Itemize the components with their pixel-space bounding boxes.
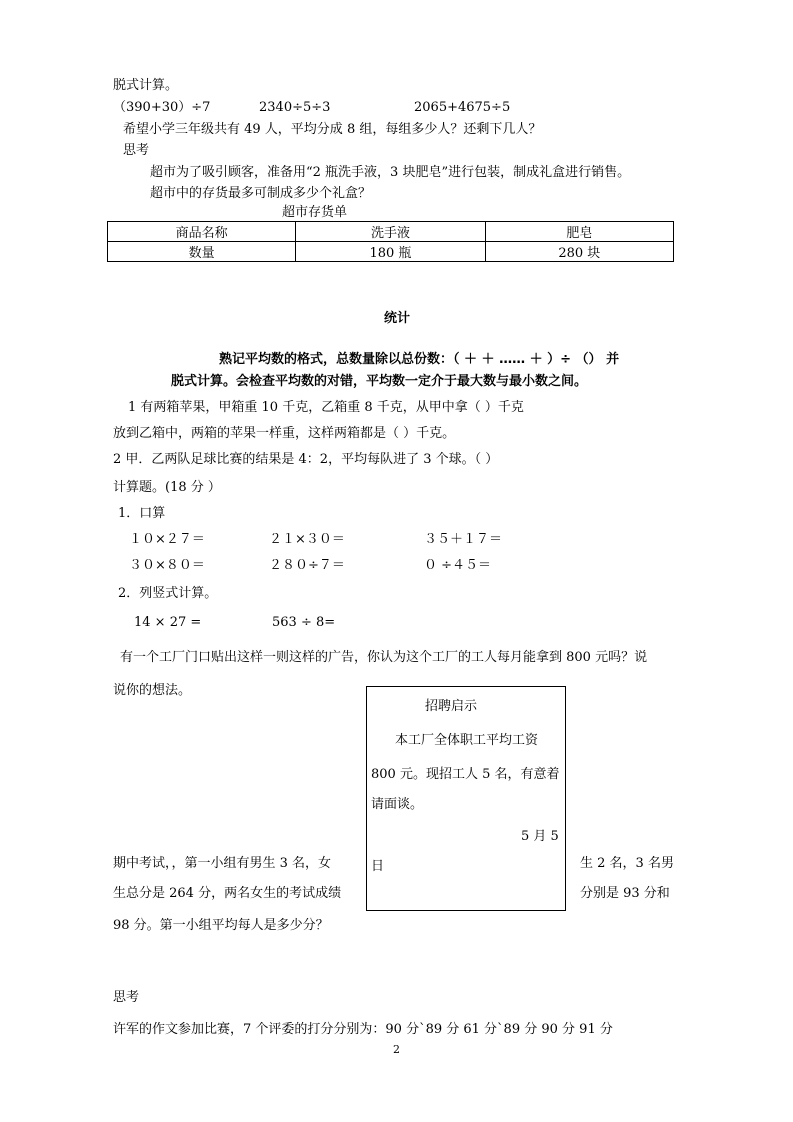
expression-3: 2065+4675÷5 bbox=[414, 100, 511, 115]
problem-1b: 放到乙箱中，两箱的苹果一样重，这样两箱都是（ ）千克。 bbox=[113, 426, 456, 441]
vertical-item: 14 × 27 = bbox=[134, 615, 202, 630]
exam-text-2a: 生总分是 264 分，两名女生的考试成绩 bbox=[113, 886, 342, 901]
vertical-heading: 2．列竖式计算。 bbox=[118, 586, 218, 601]
exam-text-1a: 期中考试，，第一小组有男生 3 名，女 bbox=[113, 856, 332, 871]
notice-line: 800 元。现招工人 5 名，有意着 bbox=[371, 767, 560, 782]
exam-text-1b: 生 2 名，3 名男 bbox=[580, 856, 674, 871]
supermarket-text-2: 超市中的存货最多可制成多少个礼盒？ bbox=[150, 186, 372, 201]
page-number: 2 bbox=[393, 1043, 400, 1056]
table-cell: 商品名称 bbox=[108, 222, 296, 242]
expression-2: 2340÷5÷3 bbox=[259, 100, 331, 115]
exam-text-2b: 分别是 93 分和 bbox=[580, 886, 670, 901]
table-cell: 180 瓶 bbox=[296, 242, 485, 262]
problem-1a: 1 有两箱苹果，甲箱重 10 千克，乙箱重 8 千克，从甲中拿（ ）千克 bbox=[128, 400, 524, 415]
exam-text-3: 98 分。第一小组平均每人是多少分？ bbox=[113, 918, 329, 933]
table-cell: 洗手液 bbox=[296, 222, 485, 242]
bold-rule-1: 熟记平均数的格式，总数量除以总份数：（ ＋ ＋ …… ＋ ）÷ （） 并 bbox=[219, 352, 620, 367]
oral-item: ３０×８０＝ bbox=[129, 558, 205, 573]
heading-text: 脱式计算。 bbox=[113, 78, 179, 93]
oral-item: ０ ÷４５＝ bbox=[424, 558, 492, 573]
oral-item: ２８０÷７＝ bbox=[269, 558, 345, 573]
inventory-table bbox=[107, 221, 674, 262]
table-row bbox=[108, 242, 674, 262]
notice-date: 日 bbox=[371, 859, 385, 874]
table-title: 超市存货单 bbox=[282, 205, 348, 220]
bold-rule-2: 脱式计算。会检查平均数的对错，平均数一定介于最大数与最小数之间。 bbox=[171, 374, 588, 389]
notice-title: 招聘启示 bbox=[425, 699, 478, 714]
calc-heading: 计算题。(18 分 ） bbox=[113, 480, 221, 495]
think-label: 思考 bbox=[113, 990, 140, 1005]
table-cell: 数量 bbox=[108, 242, 296, 262]
think-label: 思考 bbox=[123, 143, 150, 158]
question-text: 希望小学三年级共有 49 人，平均分成 8 组，每组多少人？还剩下几人？ bbox=[123, 122, 542, 137]
recruitment-notice bbox=[366, 686, 566, 911]
oral-heading: 1．口算 bbox=[118, 506, 166, 521]
supermarket-text-1: 超市为了吸引顾客，准备用“2 瓶洗手液，3 块肥皂”进行包装，制成礼盒进行销售。 bbox=[150, 165, 631, 180]
oral-item: ２１×３０＝ bbox=[269, 532, 345, 547]
table-row bbox=[108, 222, 674, 242]
oral-item: １０×２７＝ bbox=[129, 532, 205, 547]
notice-line: 本工厂全体职工平均工资 bbox=[395, 733, 539, 748]
table-cell: 肥皂 bbox=[485, 222, 673, 242]
factory-text-1: 有一个工厂门口贴出这样一则这样的广告，你认为这个工厂的工人每月能拿到 800 元吗？说 bbox=[120, 650, 648, 665]
essay-text: 许军的作文参加比赛，7 个评委的打分分别为：90 分`89 分 61 分`89 分 90 分 91 分 bbox=[113, 1022, 613, 1037]
notice-date: 5 月 5 bbox=[521, 829, 559, 844]
notice-line: 请面谈。 bbox=[371, 797, 424, 812]
table-cell: 280 块 bbox=[485, 242, 673, 262]
factory-text-2: 说你的想法。 bbox=[113, 683, 192, 698]
oral-item: ３５＋１７＝ bbox=[424, 532, 503, 547]
vertical-item: 563 ÷ 8= bbox=[272, 615, 336, 630]
problem-2: 2 甲．乙两队足球比赛的结果是 4：2，平均每队进了 3 个球。（ ） bbox=[113, 452, 499, 467]
expression-1: （390+30）÷7 bbox=[113, 100, 211, 115]
section-title: 统计 bbox=[384, 311, 411, 326]
